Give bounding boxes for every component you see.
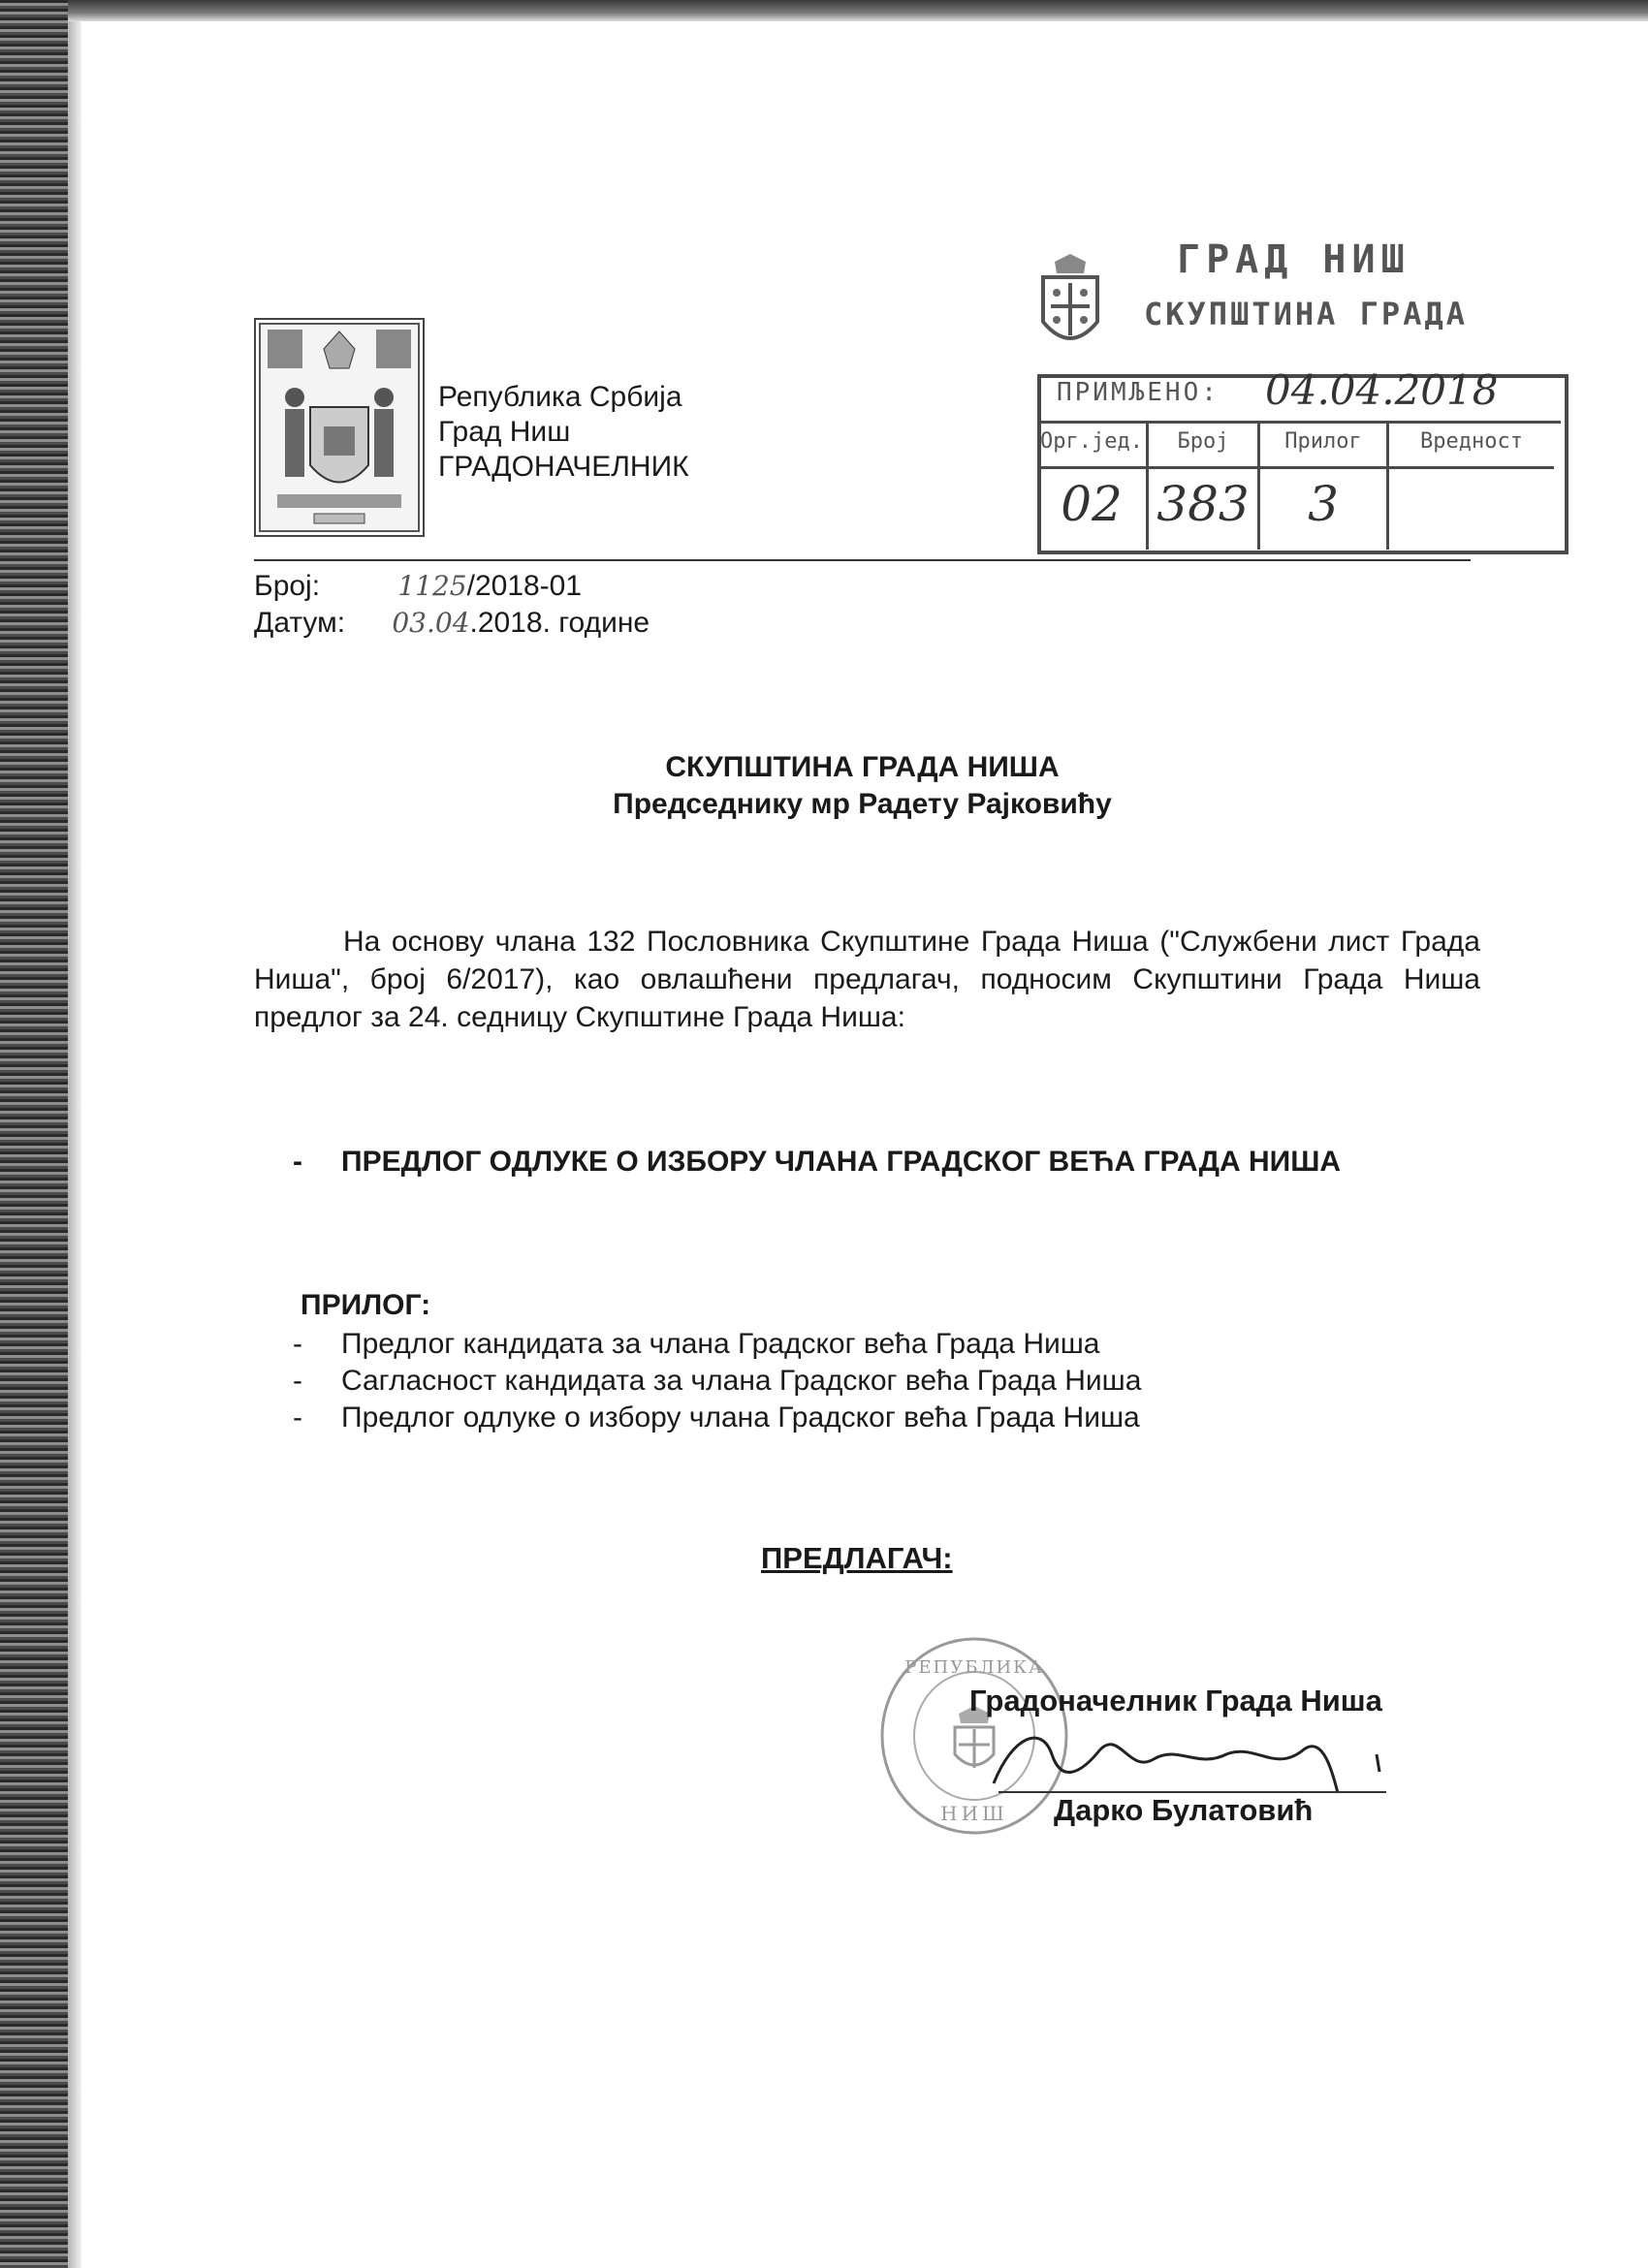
- addressee-line1: СКУПШТИНА ГРАДА НИША: [665, 751, 1060, 783]
- body-paragraph-text: На основу члана 132 Пословника Скупштине Града Ниша ("Службени лист Града Ниша", број 6/2017), као овлашћени предлагач, подносим Скупштини Града Ниша предлог за 24. седницу Скупштине Града Ниша:: [254, 926, 1480, 1033]
- stamp-col-value: 3: [1308, 476, 1339, 532]
- mayor-title: Градоначелник Града Ниша: [969, 1684, 1382, 1717]
- header-divider: [254, 559, 1471, 561]
- list-item: - Предлог одлуке о избору члана Градског већа Града Ниша: [293, 1402, 1140, 1433]
- proposal-dash: -: [293, 1146, 302, 1178]
- stamp-col-org: [1037, 424, 1149, 550]
- stamp-col-value: [1389, 424, 1554, 550]
- proposer-label: ПРЕДЛАГАЧ:: [761, 1541, 953, 1575]
- doc-date-suffix: .2018. године: [469, 607, 650, 639]
- sender-city: Град Ниш: [438, 416, 571, 448]
- stamp-col-header: Орг.јед.: [1040, 429, 1143, 454]
- received-stamp-table: [1037, 421, 1561, 550]
- proposal-text: ПРЕДЛОГ ОДЛУКЕ О ИЗБОРУ ЧЛАНА ГРАДСКОГ ВЕЋА ГРАДА НИША: [341, 1146, 1342, 1178]
- scan-edge-top: [68, 0, 1648, 21]
- doc-date-handwritten: 03.04: [392, 607, 470, 639]
- svg-text:НИШ: НИШ: [940, 1802, 1008, 1825]
- list-item: - Сагласност кандидата за члана Градског већа Града Ниша: [293, 1365, 1142, 1397]
- stamp-crest-icon: [1035, 254, 1105, 359]
- attachments-title: ПРИЛОГ:: [301, 1289, 431, 1321]
- doc-date-line: [254, 605, 650, 642]
- stamp-col-header: Прилог: [1284, 429, 1362, 454]
- stamp-col-value: 02: [1061, 476, 1123, 532]
- attachments-list: [293, 1326, 1141, 1436]
- addressee-line2: Председнику мр Радету Рајковићу: [613, 788, 1112, 820]
- list-item: - Предлог кандидата за члана Градског већа Града Ниша: [293, 1328, 1100, 1360]
- mayor-name: Дарко Булатовић: [1054, 1793, 1314, 1827]
- handwritten-signature: [974, 1716, 1391, 1803]
- body-paragraph: [254, 923, 1480, 1036]
- stamp-col-value: 383: [1157, 476, 1250, 532]
- stamp-col-number: [1149, 424, 1260, 550]
- scan-edge-left: [0, 0, 68, 2268]
- stamp-col-header: Број: [1177, 429, 1229, 454]
- received-date: 04.04.2018: [1265, 366, 1499, 414]
- stamp-title: ГРАД НИШ: [1177, 237, 1410, 282]
- scan-shadow: [68, 0, 81, 2268]
- proposal-item: [293, 1144, 1341, 1181]
- svg-text:РЕПУБЛИКА: РЕПУБЛИКА: [904, 1657, 1044, 1678]
- doc-number-line: [254, 568, 582, 605]
- doc-number-handwritten: 1125: [397, 570, 467, 602]
- received-label: ПРИМЉЕНО:: [1057, 378, 1220, 407]
- doc-number-suffix: /2018-01: [466, 570, 583, 602]
- sender-office: ГРАДОНАЧЕЛНИК: [438, 451, 689, 483]
- doc-number-label: Број:: [254, 570, 321, 602]
- sender-country: Република Србија: [438, 381, 682, 413]
- city-coat-of-arms: [254, 318, 425, 537]
- stamp-col-header: Вредност: [1420, 429, 1523, 454]
- stamp-subtitle: СКУПШТИНА ГРАДА: [1144, 296, 1468, 332]
- stamp-col-attachment: [1260, 424, 1389, 550]
- doc-date-label: Датум:: [254, 607, 346, 639]
- sender-header: [438, 380, 689, 485]
